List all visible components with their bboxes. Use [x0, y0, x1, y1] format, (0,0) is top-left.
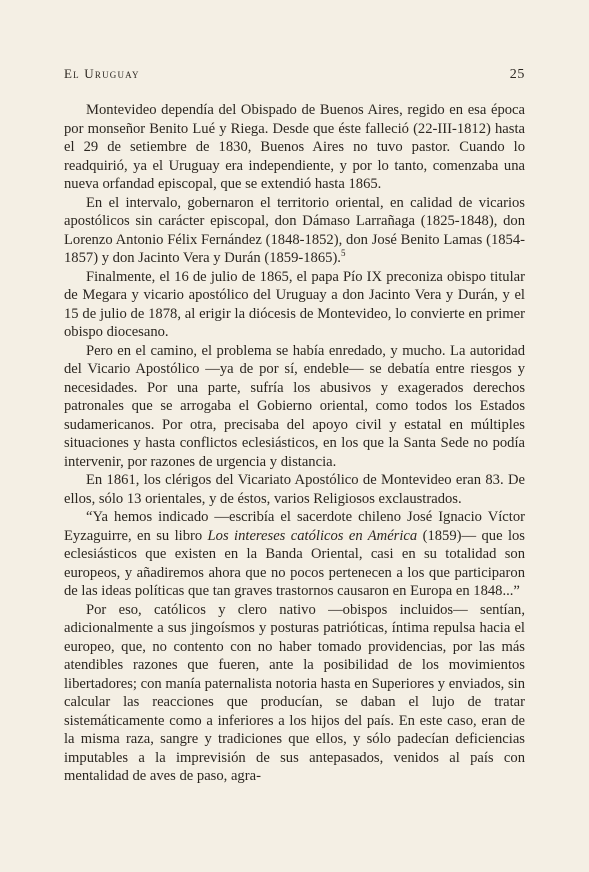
paragraph-text: Finalmente, el 16 de julio de 1865, el papa Pío IX preconiza obispo titular de Megara y vicario apostólico del Uruguay a don Jacinto Vera y Durán, y el 15 de julio de 1878, al erigir la diócesis de Montevideo, lo convierte en primer obispo diocesano.: [64, 268, 525, 340]
paragraph-6: [64, 508, 525, 601]
paragraph-3: [64, 268, 525, 342]
book-title-italic: Los intereses católicos en América: [207, 527, 418, 544]
paragraph-text: En el intervalo, gobernaron el territorio oriental, en calidad de vicarios apostólicos sin carácter episcopal, don Dámaso Larrañaga (1825-1848), don Lorenzo Antonio Félix Fernández (1848-1852), don José Benito Lamas (1854-1857) y don Jacinto Vera y Durán (1859-1865).: [64, 194, 525, 266]
paragraph-text: Montevideo dependía del Obispado de Buenos Aires, regido en esa época por monseñor Benito Lué y Riega. Desde que éste falleció (22-III-1812) hasta el 29 de setiembre de 1830, Buenos Aires no tuvo pastor. Cuando lo readquirió, ya el Uruguay era independiente, y por lo tanto, comenzaba una nueva orfandad episcopal, que se extendió hasta 1865.: [64, 102, 525, 192]
paragraph-4: [64, 342, 525, 472]
paragraph-7: [64, 601, 525, 786]
paragraph-text: En 1861, los clérigos del Vicariato Apostólico de Montevideo eran 83. De ellos, sólo 13 orientales, y de éstos, varios Religiosos exclaustrados.: [64, 472, 525, 507]
paragraph-text: Pero en el camino, el problema se había enredado, y mucho. La autoridad del Vicario Apostólico —ya de por sí, endeble— se debatía entre riesgos y necesidades. Por una parte, sufría los abusivos y exagerados derechos patronales que se arrogaba el Gobierno oriental, como todos los Estados sudamericanos. Por otra, precisaba del apoyo civil y estatal en múltiples situaciones y hasta conflictos eclesiásticos, en los que la Santa Sede no podía intervenir, por razones de urgencia y distancia.: [64, 342, 525, 470]
page-number: 25: [509, 67, 525, 82]
body-text: [64, 101, 525, 786]
paragraph-text: “Ya hemos indicado —escribía el sacerdote chileno José Ignacio Víctor Eyzaguirre, en su libro: [64, 509, 525, 544]
paragraph-1: [64, 101, 525, 194]
paragraph-text: (1859)— que los eclesiásticos que existen en la Banda Oriental, casi en su totalidad son europeos, y añadiremos ahora que no pocos pertenecen a los que participaron de las ideas políticas que tan graves trastornos causaron en Europa en 1848...”: [64, 527, 525, 599]
footnote-reference: 5: [340, 248, 346, 259]
paragraph-2: [64, 194, 525, 268]
paragraph-text: Por eso, católicos y clero nativo —obispos incluidos— sentían, adicionalmente a sus jingoísmos y posturas patrióticas, íntima repulsa hacia el europeo, que, no contento con no haber tomado providencias, por las más atendibles razones que fueren, ante la posibilidad de los movimientos libertadores; con manía paternalista notoria hasta en Superiores y enviados, sin calcular las reacciones que producían, se daban el lujo de tratar sistemáticamente como a inferiores a los hijos del país. En este caso, eran de la misma raza, sangre y tradiciones que ellos, y sólo padecían deficiencias imputables a la imprevisión de sus antepasados, venidos al país con mentalidad de aves de paso, agra-: [64, 601, 525, 784]
running-title: El Uruguay: [64, 66, 140, 81]
paragraph-5: [64, 471, 525, 508]
running-head: [64, 66, 525, 83]
